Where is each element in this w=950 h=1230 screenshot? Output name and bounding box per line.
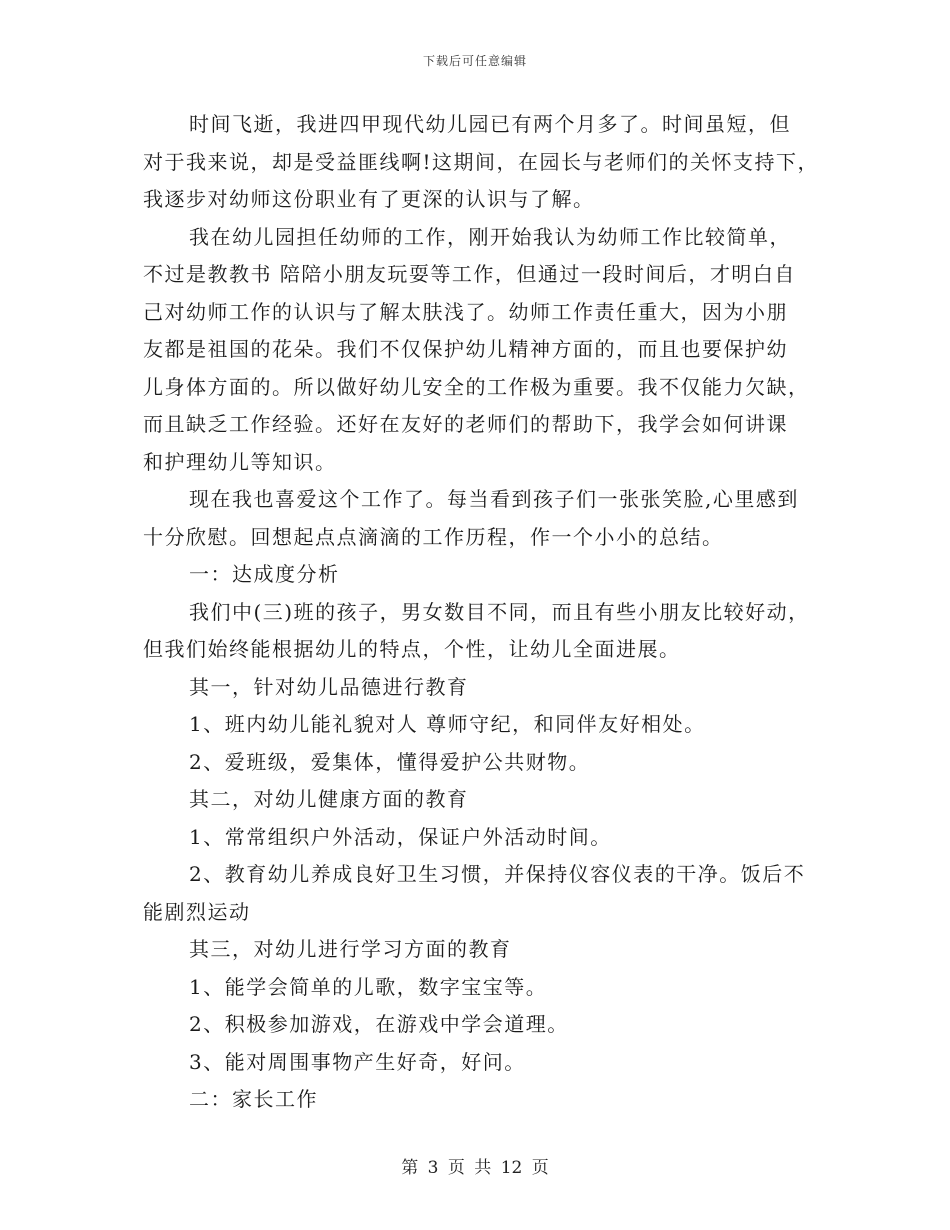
text-line: 儿身体方面的。所以做好幼儿安全的工作极为重要。我不仅能力欠缺， <box>143 374 810 399</box>
text-line: 我逐步对幼师这份职业有了更深的认识与了解。 <box>143 187 595 211</box>
text-line: 但我们始终能根据幼儿的特点，个性，让幼儿全面进展。 <box>143 637 681 661</box>
text-line: 和护理幼儿等知识。 <box>143 449 337 474</box>
text-line: 二：家长工作 <box>189 1087 318 1111</box>
text-line: 我在幼儿园担任幼师的工作，刚开始我认为幼师工作比较简单， <box>189 224 791 249</box>
text-line: 2、教育幼儿养成良好卫生习惯，并保持仪容仪表的干净。饭后不 <box>189 862 806 886</box>
text-line: 友都是祖国的花朵。我们不仅保护幼儿精神方面的，而且也要保护幼 <box>143 337 788 361</box>
text-line: 己对幼师工作的认识与了解太肤浅了。幼师工作责任重大，因为小朋 <box>143 299 788 324</box>
text-line: 3、能对周围事物产生好奇，好问。 <box>189 1049 526 1074</box>
text-line: 一：达成度分析 <box>189 562 340 586</box>
page-footer: 第 3 页 共 12 页 <box>401 1158 549 1178</box>
text-line: 其三，对幼儿进行学习方面的教育 <box>189 937 512 961</box>
text-line: 2、爱班级，爱集体，懂得爱护公共财物。 <box>189 749 591 774</box>
text-line: 十分欣慰。回想起点点滴滴的工作历程，作一个小小的总结。 <box>143 524 724 549</box>
text-line: 不过是教教书 陪陪小朋友玩耍等工作，但通过一段时间后，才明白自 <box>143 262 796 286</box>
text-line: 而且缺乏工作经验。还好在友好的老师们的帮助下，我学会如何讲课 <box>143 412 788 436</box>
text-line: 时间飞逝，我进四甲现代幼儿园已有两个月多了。时间虽短，但 <box>189 112 791 136</box>
text-line: 我们中(三)班的孩子，男女数目不同，而且有些小朋友比较好动， <box>189 599 810 624</box>
text-line: 1、能学会简单的儿歌，数字宝宝等。 <box>189 974 548 999</box>
text-line: 1、班内幼儿能礼貌对人 尊师守纪，和同伴友好相处。 <box>189 712 706 736</box>
text-line: 其二，对幼儿健康方面的教育 <box>189 787 469 811</box>
text-line: 能剧烈运动 <box>143 899 251 924</box>
text-line: 对于我来说，却是受益匪线啊!这期间，在园长与老师们的关怀支持下， <box>143 149 820 174</box>
text-line: 2、积极参加游戏，在游戏中学会道理。 <box>189 1012 569 1036</box>
page-header: 下载后可任意编辑 <box>422 54 527 68</box>
text-line: 1、常常组织户外活动，保证户外活动时间。 <box>189 824 612 849</box>
document-body <box>143 106 823 1119</box>
text-line: 其一，针对幼儿品德进行教育 <box>189 674 469 699</box>
text-line: 现在我也喜爱这个工作了。每当看到孩子们一张张笑脸,心里感到 <box>189 487 799 511</box>
